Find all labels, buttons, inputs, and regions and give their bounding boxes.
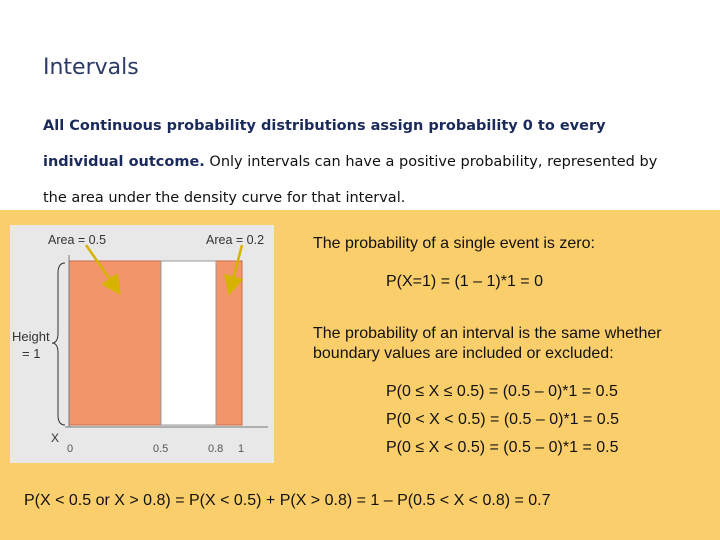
formula-open: P(0 < X < 0.5) = (0.5 – 0)*1 = 0.5: [386, 411, 620, 428]
intro-paragraph: [43, 108, 673, 216]
slide-title: Intervals: [43, 55, 139, 80]
tick-0: 0: [67, 443, 74, 455]
single-event-formula: P(X=1) = (1 – 1)*1 = 0: [386, 273, 543, 290]
unshaded-middle: [161, 261, 216, 425]
height-label-2: = 1: [22, 346, 41, 361]
single-event-statement: The probability of a single event is zero:: [313, 235, 595, 252]
tick-0.5: 0.5: [153, 443, 169, 455]
label-area2: Area = 0.2: [206, 233, 265, 247]
intro-bold-text: All Continuous probability distributions assign probability 0 to every individual outcome.: [43, 118, 606, 170]
height-brace: [52, 263, 65, 425]
uniform-density-svg: [10, 225, 274, 463]
interval-statement: The probability of an interval is the same whether boundary values are included or excluded:: [313, 325, 662, 362]
area-0.8-to-1: [216, 261, 242, 425]
intro-rest-text: Only intervals can have a positive probability, represented by the area under the density curve for that interval.: [43, 154, 658, 206]
height-label-1: Height: [12, 329, 50, 344]
label-area1: Area = 0.5: [48, 233, 107, 247]
tick-0.8: 0.8: [208, 443, 224, 455]
x-axis-label: X: [51, 431, 60, 445]
formula-half-open: P(0 ≤ X < 0.5) = (0.5 – 0)*1 = 0.5: [386, 439, 619, 456]
tick-1: 1: [238, 443, 245, 455]
formula-closed: P(0 ≤ X ≤ 0.5) = (0.5 – 0)*1 = 0.5: [386, 383, 618, 400]
density-figure: [10, 225, 274, 463]
bottom-formula: P(X < 0.5 or X > 0.8) = P(X < 0.5) + P(X > 0.8) = 1 – P(0.5 < X < 0.8) = 0.7: [24, 492, 551, 509]
